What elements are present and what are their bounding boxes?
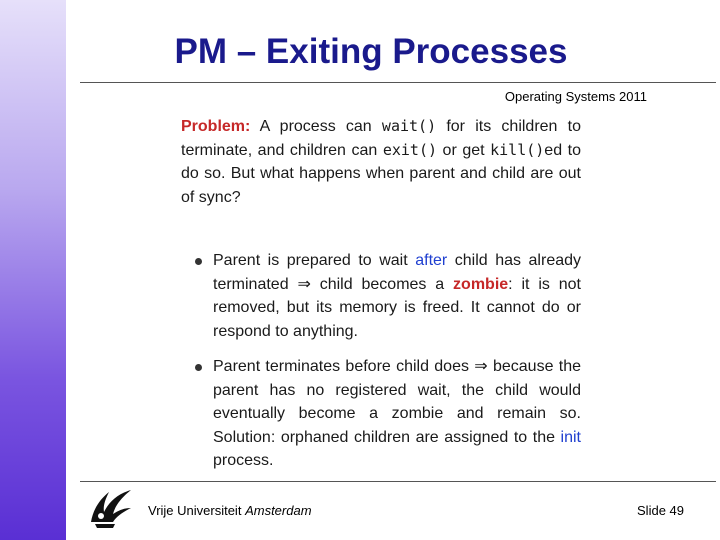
code-kill: kill()	[490, 140, 545, 159]
bullet-dot-icon	[195, 364, 202, 371]
university-name: Vrije Universiteit	[148, 503, 242, 518]
bullet-2-text-b: process.	[213, 452, 274, 469]
problem-text-3: or get	[437, 141, 491, 159]
keyword-after: after	[415, 252, 448, 269]
problem-paragraph	[181, 115, 581, 209]
problem-text-1: A process can	[259, 118, 382, 135]
slide-content	[181, 115, 581, 485]
course-label: Operating Systems 2011	[504, 89, 647, 104]
university-city: Amsterdam	[245, 503, 312, 518]
problem-text-2: for its children to terminate, and children can	[181, 118, 581, 159]
bullet-list	[181, 249, 581, 473]
code-exit: exit()	[382, 140, 438, 159]
top-divider	[80, 82, 716, 83]
slide-title: PM – Exiting Processes	[174, 32, 568, 71]
footer-university	[148, 503, 312, 518]
bullet-2-text-a: Parent terminates before child does ⇒ because the parent has no registered wait, the child would eventually become a zombie and remain so. Solution: orphaned children are assigned to the	[213, 358, 581, 446]
code-wait: wait()	[381, 117, 437, 135]
bullet-dot-icon	[195, 258, 202, 265]
bottom-divider	[80, 481, 716, 482]
problem-text-4: ed to do so. But what happens when parent and child are out of sync?	[181, 141, 581, 206]
keyword-init: init	[560, 428, 581, 446]
bullet-1-text-b: child has already terminated ⇒ child becomes a	[213, 252, 582, 293]
bullet-item-2	[181, 355, 581, 473]
vu-griffin-logo-icon	[85, 482, 135, 530]
bullet-item-1	[181, 249, 581, 343]
sidebar-gradient	[0, 0, 66, 540]
bullet-1-text-a: Parent is prepared to wait	[213, 252, 416, 269]
problem-label: Problem:	[181, 118, 251, 135]
slide-number: Slide 49	[637, 503, 684, 518]
bullet-1-text-c: : it is not removed, but its memory is freed. It cannot do or respond to anything.	[213, 275, 582, 340]
keyword-zombie: zombie	[453, 275, 509, 293]
